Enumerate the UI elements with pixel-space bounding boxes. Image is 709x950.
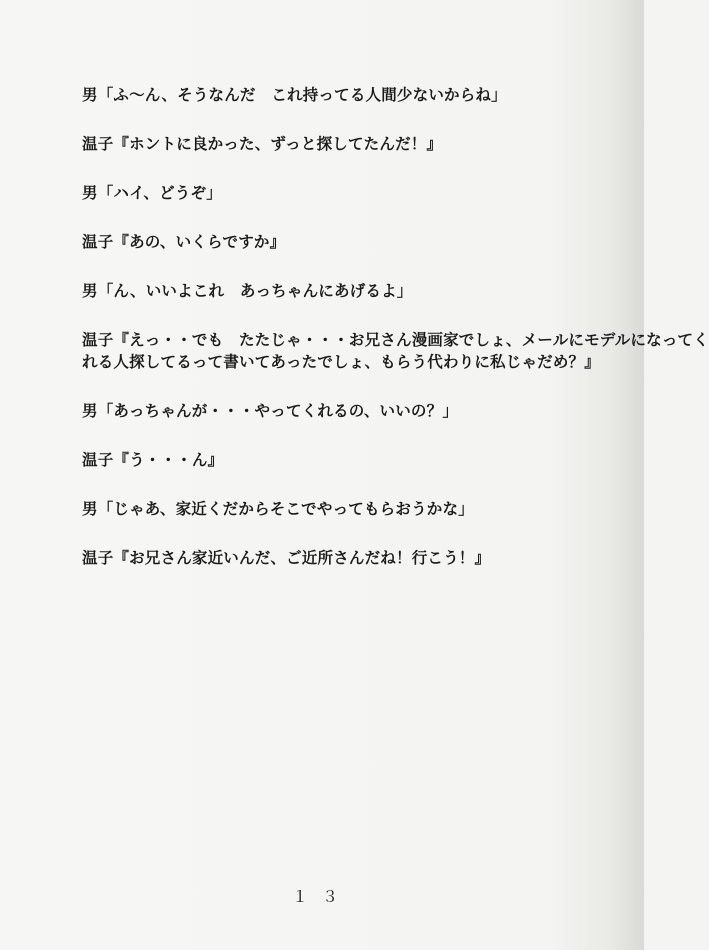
- paragraph: [82, 329, 709, 373]
- paragraph: [82, 449, 622, 471]
- paragraph: [82, 182, 622, 204]
- paragraph: [82, 280, 622, 302]
- dialogue-line: 温子『えっ・・でも たたじゃ・・・お兄さん漫画家でしょ、メールにモデルになってく: [82, 331, 709, 349]
- dialogue-line: 男「ハイ、どうぞ」: [82, 184, 222, 202]
- paragraph: [82, 547, 622, 569]
- dialogue-line: 男「ふ～ん、そうなんだ これ持ってる人間少ないからね」: [82, 86, 507, 104]
- dialogue-line: れる人探してるって書いてあったでしょ、もらう代わりに私じゃだめ？』: [82, 353, 600, 371]
- paragraph: [82, 133, 622, 155]
- paragraph: [82, 84, 622, 106]
- page-number: １３: [291, 887, 352, 906]
- dialogue-line: 温子『う・・・ん』: [82, 451, 224, 469]
- paragraph: [82, 231, 622, 253]
- dialogue-line: 男「ん、いいよこれ あっちゃんにあげるよ」: [82, 282, 413, 300]
- dialogue-line: 温子『あの、いくらですか』: [82, 233, 286, 251]
- paragraph: [82, 400, 622, 422]
- dialogue-line: 男「じゃあ、家近くだからそこでやってもらおうかな」: [82, 500, 474, 518]
- paragraph: [82, 498, 622, 520]
- dialogue-line: 温子『ホントに良かった、ずっと探してたんだ！』: [82, 135, 443, 153]
- dialogue-text: [82, 84, 709, 596]
- dialogue-line: 男「あっちゃんが・・・やってくれるの、いいの？」: [82, 402, 459, 420]
- dialogue-line: 温子『お兄さん家近いんだ、ご近所さんだね！行こう！』: [82, 549, 491, 567]
